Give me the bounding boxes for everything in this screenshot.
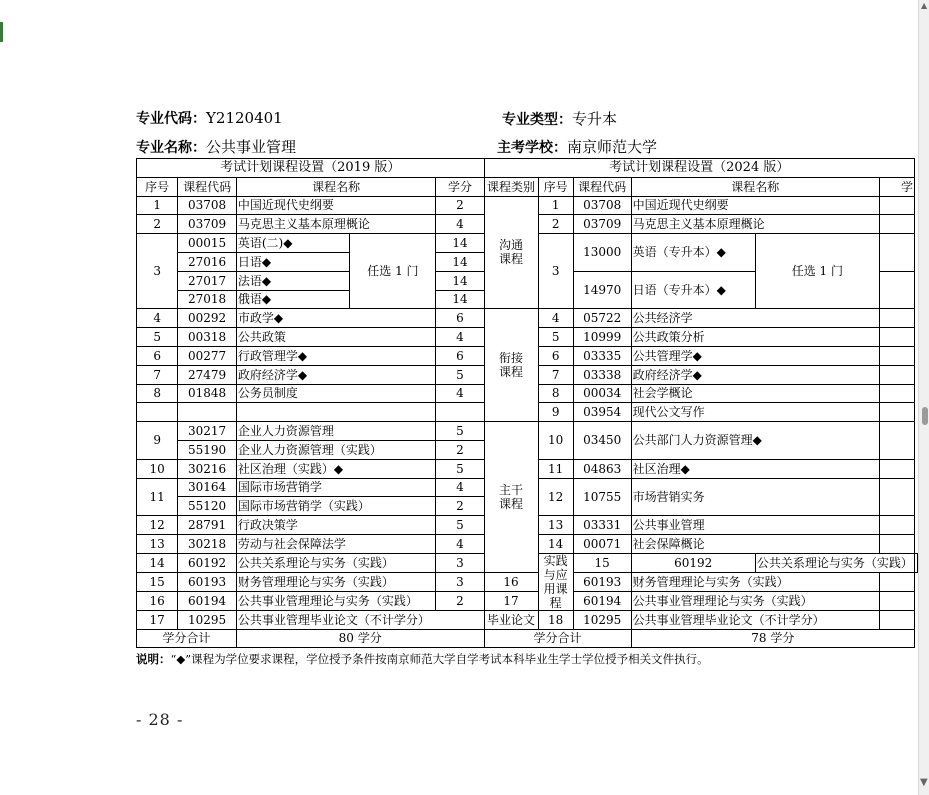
col-category: 课程类别 <box>484 177 538 196</box>
code-cell: 30164 <box>178 478 237 497</box>
col-name: 课程名称 <box>236 177 436 196</box>
school-label: 主考学校： <box>497 140 567 156</box>
name-cell: 国际市场营销学 <box>236 478 436 497</box>
name-cell: 英语（专升本）◆ <box>631 234 755 272</box>
col-credit-2024: 学 <box>879 177 914 196</box>
note-text: “◆”课程为学位要求课程，学位授予条件按南京师范大学自学考试本科毕业生学士学位授予相关文件执行。 <box>170 652 709 666</box>
name-cell: 财务管理理论与实务（实践） <box>236 572 436 591</box>
seq-cell: 4 <box>137 309 178 328</box>
code-cell: 00034 <box>573 384 631 403</box>
credit-cell: 3 <box>436 553 484 572</box>
code-cell: 55190 <box>178 440 237 459</box>
name-cell: 现代公文写作 <box>631 403 879 422</box>
code-cell: 04863 <box>573 459 631 478</box>
seq-cell: 12 <box>538 478 573 516</box>
seq-cell: 12 <box>137 516 178 535</box>
code-cell: 13000 <box>573 234 631 272</box>
seq-cell: 9 <box>538 403 573 422</box>
name-cell: 中国近现代史纲要 <box>631 196 879 215</box>
seq-cell: 5 <box>538 328 573 347</box>
name-cell: 日语◆ <box>236 252 350 271</box>
seq-cell: 17 <box>484 591 538 610</box>
name-cell: 公共政策 <box>236 328 436 347</box>
seq-cell: 16 <box>484 572 538 591</box>
code-cell: 10755 <box>573 478 631 516</box>
school-line <box>497 136 657 157</box>
code-cell: 00015 <box>178 234 237 253</box>
credit-cell: 14 <box>436 252 484 271</box>
credit-cell-cut <box>879 309 914 328</box>
name-cell: 公共事业管理 <box>631 516 879 535</box>
col-seq-2024: 序号 <box>538 177 573 196</box>
category-thesis: 毕业论文 <box>484 610 538 629</box>
table-row-total <box>137 629 918 648</box>
code-cell: 05722 <box>573 309 631 328</box>
credit-cell-cut <box>879 328 914 347</box>
name-cell <box>236 403 436 422</box>
code-cell: 60193 <box>573 572 631 591</box>
code-cell: 55120 <box>178 497 237 516</box>
name-cell: 公务员制度 <box>236 384 436 403</box>
category-connection: 衔接 课程 <box>484 309 538 422</box>
total-label: 学分合计 <box>137 629 237 648</box>
major-type-line <box>502 108 617 129</box>
credit-cell: 5 <box>436 365 484 384</box>
code-cell: 27016 <box>178 252 237 271</box>
code-cell: 28791 <box>178 516 237 535</box>
elective-note: 任选 1 门 <box>350 234 436 309</box>
seq-cell: 10 <box>538 422 573 460</box>
note-prefix: 说明： <box>136 652 171 666</box>
code-cell <box>178 403 237 422</box>
code-cell: 03331 <box>573 516 631 535</box>
scroll-up-arrow-icon[interactable]: ▲ <box>921 1 928 10</box>
name-cell: 市政学◆ <box>236 309 436 328</box>
name-cell: 公共事业管理理论与实务（实践） <box>236 591 436 610</box>
credit-cell: 6 <box>436 309 484 328</box>
credit-cell: 2 <box>436 196 484 215</box>
title-2024: 考试计划课程设置（2024 版） <box>484 159 915 178</box>
category-communication: 沟通 课程 <box>484 196 538 309</box>
major-name-value: 公共事业管理 <box>206 138 297 156</box>
name-cell: 社区治理◆ <box>631 459 879 478</box>
code-cell: 03338 <box>573 365 631 384</box>
name-cell: 公共经济学 <box>631 309 879 328</box>
credit-cell: 2 <box>436 591 484 610</box>
major-name-line <box>136 136 296 157</box>
seq-cell: 11 <box>538 459 573 478</box>
seq-cell <box>137 403 178 422</box>
name-cell: 英语(二)◆ <box>236 234 350 253</box>
code-cell: 27479 <box>178 365 237 384</box>
seq-cell: 16 <box>137 591 178 610</box>
seq-cell: 9 <box>137 422 178 460</box>
category-practice: 实践与应 用课程 <box>538 553 573 610</box>
seq-cell: 6 <box>137 346 178 365</box>
seq-cell: 3 <box>137 234 178 309</box>
name-cell: 财务管理理论与实务（实践） <box>631 572 879 591</box>
seq-cell: 8 <box>137 384 178 403</box>
scroll-down-arrow-icon[interactable]: ▼ <box>920 777 928 788</box>
table-row <box>137 572 918 591</box>
credit-cell: 14 <box>436 290 484 309</box>
major-type-label: 专业类型： <box>502 112 572 128</box>
credit-cell-cut <box>879 384 914 403</box>
code-cell: 30218 <box>178 534 237 553</box>
code-cell: 60192 <box>178 553 237 572</box>
seq-cell: 8 <box>538 384 573 403</box>
credit-cell: 3 <box>436 572 484 591</box>
seq-cell: 15 <box>573 553 631 572</box>
code-cell: 27017 <box>178 271 237 290</box>
code-cell: 00292 <box>178 309 237 328</box>
seq-cell: 7 <box>538 365 573 384</box>
table-row <box>137 591 918 610</box>
credit-cell: 4 <box>436 328 484 347</box>
name-cell: 法语◆ <box>236 271 350 290</box>
col-credit: 学分 <box>436 177 484 196</box>
credit-cell: 4 <box>436 534 484 553</box>
school-value: 南京师范大学 <box>567 138 658 156</box>
scrollbar-thumb[interactable] <box>922 407 928 425</box>
total-label-2024: 学分合计 <box>484 629 631 648</box>
major-name-label: 专业名称： <box>136 140 206 156</box>
seq-cell: 1 <box>137 196 178 215</box>
col-seq: 序号 <box>137 177 178 196</box>
code-cell: 03335 <box>573 346 631 365</box>
code-cell: 60194 <box>573 591 631 610</box>
credit-cell: 4 <box>436 215 484 234</box>
name-cell: 社会保障概论 <box>631 534 879 553</box>
name-cell: 公共部门人力资源管理◆ <box>631 422 879 460</box>
title-2019: 考试计划课程设置（2019 版） <box>137 159 485 178</box>
code-cell: 60194 <box>178 591 237 610</box>
seq-cell: 3 <box>538 234 573 309</box>
name-cell: 企业人力资源管理（实践） <box>236 440 436 459</box>
table-row <box>137 309 918 328</box>
note-line <box>136 651 709 667</box>
code-cell: 03708 <box>573 196 631 215</box>
seq-cell: 2 <box>538 215 573 234</box>
credit-cell: 14 <box>436 271 484 290</box>
name-cell: 日语（专升本）◆ <box>631 271 755 309</box>
credit-cell-cut <box>879 234 914 272</box>
credit-cell: 4 <box>436 384 484 403</box>
seq-cell: 4 <box>538 309 573 328</box>
credit-cell: 2 <box>436 497 484 516</box>
seq-cell: 6 <box>538 346 573 365</box>
seq-cell: 13 <box>137 534 178 553</box>
credit-cell-cut <box>879 346 914 365</box>
seq-cell: 5 <box>137 328 178 347</box>
credit-cell: 5 <box>436 422 484 441</box>
name-cell: 公共关系理论与实务（实践） <box>755 553 914 572</box>
credit-cell-cut <box>879 403 914 422</box>
table-row <box>137 422 918 441</box>
code-cell: 10295 <box>573 610 631 629</box>
code-cell: 03450 <box>573 422 631 460</box>
credit-cell-cut <box>879 459 914 478</box>
seq-cell: 10 <box>137 459 178 478</box>
seq-cell: 13 <box>538 516 573 535</box>
credit-cell: 2 <box>436 440 484 459</box>
credit-cell-cut <box>879 478 914 516</box>
code-cell: 00318 <box>178 328 237 347</box>
name-cell: 公共管理学◆ <box>631 346 879 365</box>
name-cell: 社区治理（实践）◆ <box>236 459 436 478</box>
course-plan-table <box>136 158 918 648</box>
seq-cell: 17 <box>137 610 178 629</box>
name-cell: 公共事业管理理论与实务（实践） <box>631 591 879 610</box>
credit-cell-cut <box>879 516 914 535</box>
name-cell: 中国近现代史纲要 <box>236 196 436 215</box>
credit-cell-cut <box>879 610 914 629</box>
code-cell: 10999 <box>573 328 631 347</box>
credit-cell: 14 <box>436 234 484 253</box>
code-cell: 10295 <box>178 610 237 629</box>
col-name-2024: 课程名称 <box>631 177 879 196</box>
table-row <box>137 610 918 629</box>
major-type-value: 专升本 <box>572 110 618 128</box>
name-cell: 公共政策分析 <box>631 328 879 347</box>
name-cell: 公共事业管理毕业论文（不计学分） <box>631 610 879 629</box>
credit-cell-cut <box>879 196 914 215</box>
seq-cell: 2 <box>137 215 178 234</box>
code-cell: 03709 <box>178 215 237 234</box>
credit-cell-cut <box>879 271 914 309</box>
name-cell: 社会学概论 <box>631 384 879 403</box>
code-cell: 01848 <box>178 384 237 403</box>
seq-cell: 18 <box>538 610 573 629</box>
seq-cell: 15 <box>137 572 178 591</box>
total-2019: 80 学分 <box>236 629 484 648</box>
table-row <box>137 196 918 215</box>
credit-cell: 4 <box>436 478 484 497</box>
seq-cell: 14 <box>137 553 178 572</box>
credit-cell-cut <box>879 591 914 610</box>
name-cell: 政府经济学◆ <box>631 365 879 384</box>
code-cell: 03954 <box>573 403 631 422</box>
col-code: 课程代码 <box>178 177 237 196</box>
code-cell: 03709 <box>573 215 631 234</box>
name-cell: 国际市场营销学（实践） <box>236 497 436 516</box>
code-cell: 60192 <box>631 553 755 572</box>
major-code-value: Y2120401 <box>206 109 283 127</box>
page-number: - 28 - <box>136 710 184 729</box>
credit-cell: 5 <box>436 516 484 535</box>
col-code-2024: 课程代码 <box>573 177 631 196</box>
major-code-label: 专业代码： <box>136 111 206 127</box>
credit-cell <box>436 403 484 422</box>
name-cell: 俄语◆ <box>236 290 350 309</box>
credit-cell-cut <box>879 365 914 384</box>
seq-cell: 7 <box>137 365 178 384</box>
seq-cell: 11 <box>137 478 178 516</box>
elective-note: 任选 1 门 <box>755 234 879 309</box>
name-cell: 行政管理学◆ <box>236 346 436 365</box>
name-cell: 马克思主义基本原理概论 <box>236 215 436 234</box>
vertical-scrollbar[interactable] <box>918 0 929 795</box>
name-cell: 政府经济学◆ <box>236 365 436 384</box>
code-cell: 30217 <box>178 422 237 441</box>
name-cell: 市场营销实务 <box>631 478 879 516</box>
total-2024: 78 学分 <box>631 629 914 648</box>
category-core: 主干 课程 <box>484 422 538 573</box>
credit-cell: 5 <box>436 459 484 478</box>
credit-cell-cut <box>879 572 914 591</box>
seq-cell: 1 <box>538 196 573 215</box>
code-cell: 60193 <box>178 572 237 591</box>
credit-cell-cut <box>879 215 914 234</box>
window-edge-marker <box>0 22 3 42</box>
credit-cell-cut <box>879 534 914 553</box>
name-cell: 公共事业管理毕业论文（不计学分） <box>236 610 484 629</box>
code-cell: 00071 <box>573 534 631 553</box>
code-cell: 27018 <box>178 290 237 309</box>
name-cell: 企业人力资源管理 <box>236 422 436 441</box>
code-cell: 00277 <box>178 346 237 365</box>
seq-cell: 14 <box>538 534 573 553</box>
code-cell: 30216 <box>178 459 237 478</box>
code-cell: 03708 <box>178 196 237 215</box>
name-cell: 行政决策学 <box>236 516 436 535</box>
major-code-line <box>136 108 283 128</box>
name-cell: 公共关系理论与实务（实践） <box>236 553 436 572</box>
name-cell: 马克思主义基本原理概论 <box>631 215 879 234</box>
name-cell: 劳动与社会保障法学 <box>236 534 436 553</box>
credit-cell: 6 <box>436 346 484 365</box>
credit-cell-cut <box>879 422 914 460</box>
code-cell: 14970 <box>573 271 631 309</box>
